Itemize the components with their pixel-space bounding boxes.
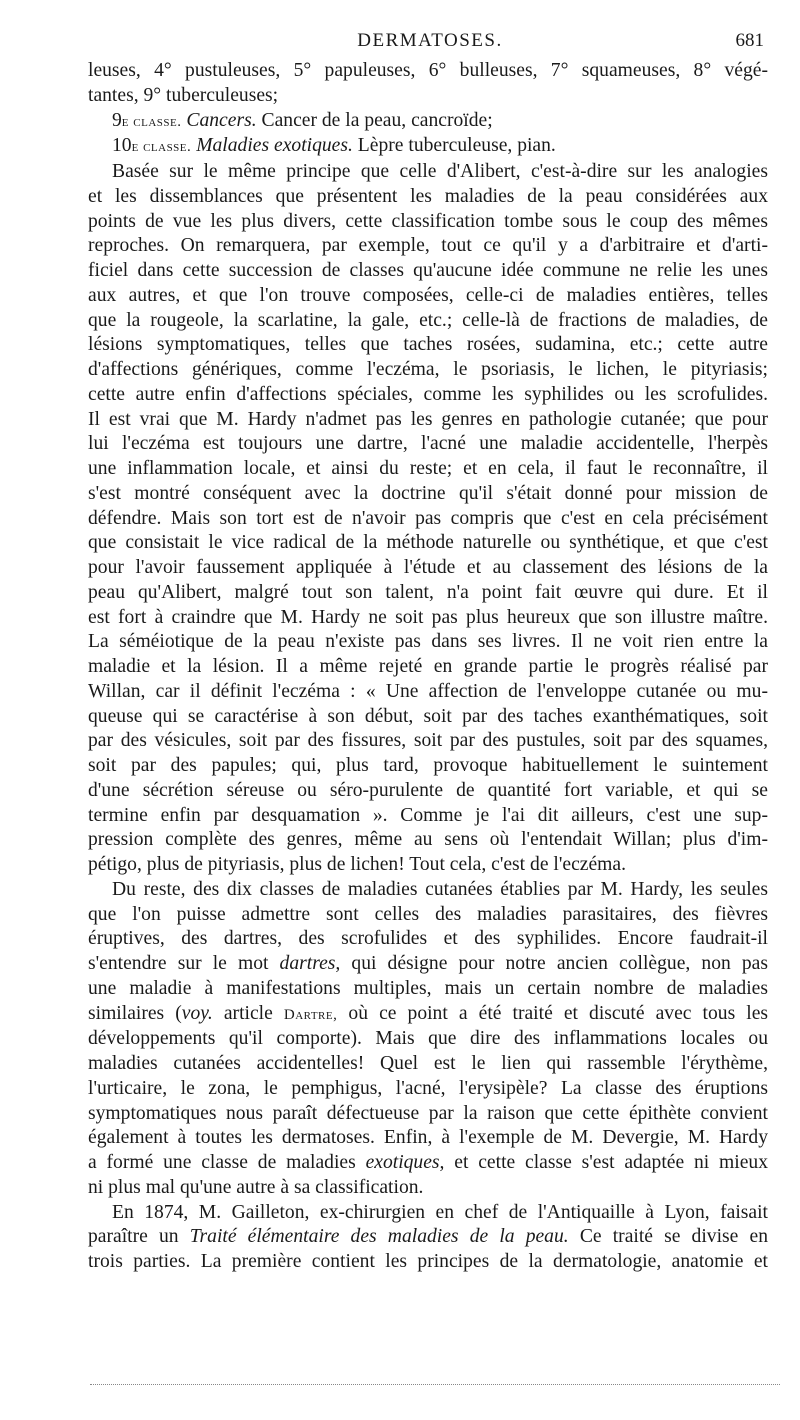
text-line: que l'on puisse admettre sont celles des maladies parasitaires, des fièvres (88, 903, 768, 925)
page-number: 681 (735, 30, 764, 51)
text-line: 10e classe. Maladies exotiques. Lèpre tuberculeuse, pian. (112, 135, 556, 157)
text-line: développements qu'il comporte). Mais que dire des inflammations locales ou (88, 1028, 768, 1050)
text-line: par des vésicules, soit par des fissures, soit par des pustules, soit par des squames, (88, 730, 768, 752)
text-line: défendre. Mais son tort est de n'avoir pas compris que c'est en cela précisément (88, 507, 768, 529)
text-line: d'une sécrétion séreuse ou séro-purulente de quantité fort variable, et qui se (88, 779, 768, 801)
text-line: aux autres, et que l'on trouve composées, celle-ci de maladies entières, telles (88, 284, 768, 306)
text-line: cette autre enfin d'affections spéciales, comme les syphilides ou les scrofulides. (88, 383, 768, 405)
text-line: ni plus mal qu'une autre à sa classification. (88, 1176, 424, 1198)
text-line: l'urticaire, le zona, le pemphigus, l'acné, l'erysipèle? La classe des éruptions (88, 1077, 768, 1099)
text-line: termine enfin par desquamation ». Comme je l'ai dit ailleurs, c'est une sup- (88, 804, 768, 826)
text-line: s'entendre sur le mot dartres, qui désigne pour notre ancien collègue, non pas (88, 953, 769, 974)
text-line: est fort à craindre que M. Hardy ne soit pas plus heureux que son illustre maître. (88, 606, 768, 628)
text-line: ficiel dans cette succession de classes qu'aucune idée commune ne relie les unes (88, 260, 768, 281)
body-text (88, 59, 768, 1275)
footer-dotted-rule (90, 1384, 780, 1387)
text-line: Il est vrai que M. Hardy n'admet pas les genres en pathologie cutanée; que pour (88, 408, 768, 430)
text-line: éruptives, des dartres, des scrofulides et des syphilides. Encore faudrait-il (88, 928, 768, 950)
text-line: Willan, car il définit l'eczéma : « Une affection de l'enveloppe cutanée ou mu- (88, 680, 768, 702)
text-line: s'est montré conséquent avec la doctrine qu'il s'était donné pour mission de (88, 482, 768, 504)
text-line: lésions symptomatiques, telles que taches rosées, sudamina, etc.; cette autre (88, 334, 768, 356)
text-line: également à toutes les dermatoses. Enfin, à l'exemple de M. Devergie, M. Hardy (88, 1127, 768, 1149)
text-line: a formé une classe de maladies exotiques, et cette classe s'est adaptée ni mieux (88, 1152, 768, 1173)
text-line: similaires (voy. article Dartre, où ce point a été traité et discuté avec tous les (88, 1002, 769, 1024)
text-line: paraître un Traité élémentaire des maladies de la peau. Ce traité se divise en (88, 1226, 768, 1248)
text-line: maladie et la lésion. Il a même rejeté en grande partie le progrès réalisé par (88, 656, 768, 677)
text-line: pétigo, plus de pityriasis, plus de lichen! Tout cela, c'est de l'eczéma. (88, 854, 627, 875)
text-line: que consistait le vice radical de la méthode naturelle ou synthétique, et que c'est (88, 532, 768, 554)
text-line: et les dissemblances que présentent les maladies de la peau considérées aux (88, 185, 768, 207)
text-line: symptomatiques nous paraît défectueuse par la raison que cette épithète convient (88, 1102, 768, 1124)
text-line: que la rougeole, la scarlatine, la gale, etc.; celle-là de fractions de maladies, de (88, 309, 768, 331)
text-line: reproches. On remarquera, par exemple, tout ce qu'il y a d'arbitraire et d'arti- (88, 235, 768, 257)
text-line: points de vue les plus divers, cette classification tombe sous le coup des mêmes (88, 210, 768, 232)
text-line: queuse qui se caractérise à son début, soit par des taches exanthématiques, soit (88, 705, 768, 727)
running-title: DERMATOSES. (357, 30, 503, 51)
text-line: maladies cutanées accidentelles! Quel est le lien qui rassemble l'érythème, (88, 1053, 768, 1074)
text-line: pression complète des genres, même au sens où l'entendait Willan; plus d'im- (88, 829, 768, 851)
text-line: tantes, 9° tuberculeuses; (88, 84, 279, 106)
text-line: peau qu'Alibert, malgré tout son talent, n'a point fait œuvre qui dure. Et il (88, 581, 768, 603)
text-line: En 1874, M. Gailleton, ex-chirurgien en chef de l'Antiquaille à Lyon, faisait (112, 1201, 768, 1223)
text-line: 9e classe. Cancers. Cancer de la peau, cancroïde; (112, 109, 493, 131)
text-line: trois parties. La première contient les principes de la dermatologie, anatomie et (88, 1251, 768, 1272)
text-line: Du reste, des dix classes de maladies cutanées établies par M. Hardy, les seules (112, 878, 768, 900)
text-line: lui l'eczéma est toujours une dartre, l'acné une maladie accidentelle, l'herpès (88, 433, 768, 455)
text-line: leuses, 4° pustuleuses, 5° papuleuses, 6° bulleuses, 7° squameuses, 8° végé- (88, 60, 768, 81)
text-line: Basée sur le même principe que celle d'Alibert, c'est-à-dire sur les analogies (112, 161, 768, 182)
text-line: pour l'avoir faussement appliquée à l'étude et au classement des lésions de la (88, 557, 768, 578)
text-line: d'affections génériques, comme l'eczéma, le psoriasis, le lichen, le pityriasis; (88, 359, 768, 380)
text-line: une inflammation locale, et ainsi du reste; et en cela, il faut le reconnaître, il (88, 458, 768, 479)
text-line: une maladie à manifestations multiples, mais un certain nombre de maladies (88, 977, 768, 999)
text-line: soit par des papules; qui, plus tard, provoque habituellement le suintement (88, 755, 768, 776)
text-line: La séméiotique de la peau n'existe pas dans ses livres. Il ne voit rien entre la (88, 631, 768, 653)
running-head (88, 30, 772, 56)
